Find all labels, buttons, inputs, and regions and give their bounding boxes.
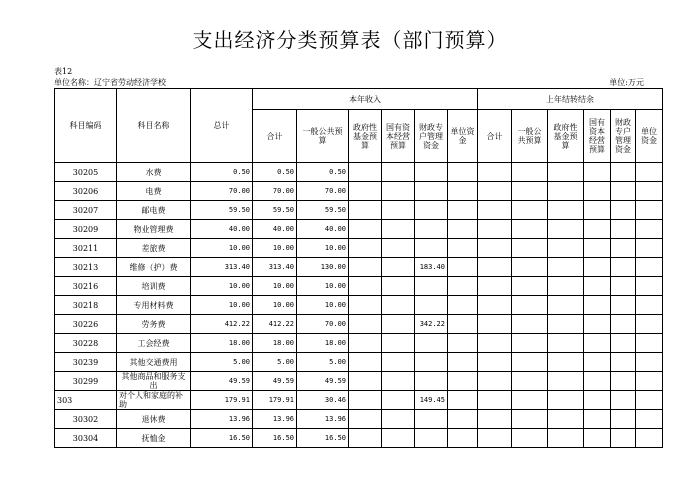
row-co-soe	[584, 296, 611, 315]
row-co-fiscal-special	[611, 201, 636, 220]
row-co-subtotal	[478, 258, 512, 277]
row-cy-fiscal-special	[415, 372, 448, 391]
row-code: 30209	[55, 220, 117, 239]
row-cy-gov-fund	[349, 353, 382, 372]
table-row	[55, 258, 663, 277]
row-co-general	[512, 296, 548, 315]
row-cy-unit-funds	[448, 334, 478, 353]
row-cy-general: 10.00	[297, 277, 349, 296]
row-cy-soe	[382, 258, 415, 277]
row-co-general	[512, 372, 548, 391]
row-code: 30206	[55, 182, 117, 201]
table-row	[55, 239, 663, 258]
row-total: 10.00	[191, 277, 253, 296]
row-co-general	[512, 429, 548, 448]
row-co-subtotal	[478, 182, 512, 201]
row-cy-fiscal-special	[415, 334, 448, 353]
row-cy-soe	[382, 277, 415, 296]
row-co-general	[512, 410, 548, 429]
row-cy-subtotal: 10.00	[253, 296, 297, 315]
row-code: 30211	[55, 239, 117, 258]
table-row	[55, 410, 663, 429]
row-cy-gov-fund	[349, 163, 382, 182]
row-cy-unit-funds	[448, 372, 478, 391]
row-co-soe	[584, 163, 611, 182]
row-cy-gov-fund	[349, 182, 382, 201]
row-co-fiscal-special	[611, 334, 636, 353]
unit-name: 单位名称：辽宁省劳动经济学校	[54, 78, 166, 87]
row-co-unit-funds	[636, 182, 663, 201]
row-code: 30304	[55, 429, 117, 448]
row-cy-subtotal: 5.00	[253, 353, 297, 372]
row-cy-general: 5.00	[297, 353, 349, 372]
row-co-general	[512, 201, 548, 220]
row-co-general	[512, 258, 548, 277]
row-co-subtotal	[478, 372, 512, 391]
row-cy-subtotal: 49.59	[253, 372, 297, 391]
header-carryover: 上年结转结余	[478, 89, 663, 110]
row-co-subtotal	[478, 239, 512, 258]
row-name: 劳务费	[117, 315, 191, 334]
row-cy-general: 16.50	[297, 429, 349, 448]
row-name: 电费	[117, 182, 191, 201]
row-total: 5.00	[191, 353, 253, 372]
row-co-fiscal-special	[611, 315, 636, 334]
row-name: 工会经费	[117, 334, 191, 353]
row-total: 70.00	[191, 182, 253, 201]
row-co-fiscal-special	[611, 429, 636, 448]
row-code: 30302	[55, 410, 117, 429]
header-cy-unit-funds: 单位资金	[448, 110, 478, 163]
row-co-unit-funds	[636, 220, 663, 239]
row-cy-subtotal: 0.50	[253, 163, 297, 182]
row-co-fiscal-special	[611, 353, 636, 372]
row-cy-gov-fund	[349, 372, 382, 391]
row-total: 313.40	[191, 258, 253, 277]
row-code: 303	[55, 391, 117, 410]
row-cy-general: 49.59	[297, 372, 349, 391]
row-co-unit-funds	[636, 372, 663, 391]
row-cy-general: 0.50	[297, 163, 349, 182]
row-cy-subtotal: 10.00	[253, 277, 297, 296]
row-cy-gov-fund	[349, 410, 382, 429]
row-co-soe	[584, 220, 611, 239]
row-co-gov-fund	[548, 334, 584, 353]
row-co-soe	[584, 201, 611, 220]
header-cy-soe: 国有资本经营预算	[382, 110, 415, 163]
row-cy-subtotal: 13.96	[253, 410, 297, 429]
row-co-soe	[584, 258, 611, 277]
row-co-general	[512, 391, 548, 410]
table-row	[55, 163, 663, 182]
header-name: 科目名称	[117, 89, 191, 163]
row-co-fiscal-special	[611, 372, 636, 391]
row-co-fiscal-special	[611, 163, 636, 182]
row-cy-fiscal-special	[415, 353, 448, 372]
row-cy-general: 30.46	[297, 391, 349, 410]
row-cy-soe	[382, 220, 415, 239]
row-co-subtotal	[478, 391, 512, 410]
row-name: 物业管理费	[117, 220, 191, 239]
row-co-subtotal	[478, 163, 512, 182]
row-co-subtotal	[478, 429, 512, 448]
row-cy-soe	[382, 296, 415, 315]
row-co-fiscal-special	[611, 410, 636, 429]
unit-label: 单位:万元	[609, 78, 644, 87]
row-total: 10.00	[191, 239, 253, 258]
row-cy-soe	[382, 315, 415, 334]
row-cy-general: 10.00	[297, 239, 349, 258]
row-co-subtotal	[478, 201, 512, 220]
row-cy-soe	[382, 201, 415, 220]
table-row	[55, 220, 663, 239]
row-co-fiscal-special	[611, 182, 636, 201]
row-co-unit-funds	[636, 410, 663, 429]
row-co-general	[512, 163, 548, 182]
row-cy-subtotal: 412.22	[253, 315, 297, 334]
row-co-soe	[584, 182, 611, 201]
row-name: 退休费	[117, 410, 191, 429]
row-code: 30239	[55, 353, 117, 372]
row-cy-general: 59.50	[297, 201, 349, 220]
row-co-subtotal	[478, 410, 512, 429]
row-co-soe	[584, 410, 611, 429]
row-cy-gov-fund	[349, 391, 382, 410]
row-co-gov-fund	[548, 163, 584, 182]
row-co-general	[512, 353, 548, 372]
row-co-fiscal-special	[611, 239, 636, 258]
row-co-subtotal	[478, 277, 512, 296]
row-co-soe	[584, 277, 611, 296]
row-name: 维修（护）费	[117, 258, 191, 277]
row-co-unit-funds	[636, 296, 663, 315]
row-co-gov-fund	[548, 220, 584, 239]
row-total: 13.96	[191, 410, 253, 429]
row-code: 30207	[55, 201, 117, 220]
table-row	[55, 372, 663, 391]
row-total: 10.00	[191, 296, 253, 315]
header-current-year: 本年收入	[253, 89, 478, 110]
budget-table	[54, 88, 663, 448]
row-cy-soe	[382, 239, 415, 258]
row-co-gov-fund	[548, 277, 584, 296]
row-co-soe	[584, 334, 611, 353]
row-cy-gov-fund	[349, 258, 382, 277]
table-row	[55, 315, 663, 334]
header-cy-general: 一般公共预算	[297, 110, 349, 163]
row-cy-fiscal-special	[415, 220, 448, 239]
header-co-gov-fund: 政府性基金预算	[548, 110, 584, 163]
row-cy-unit-funds	[448, 220, 478, 239]
row-co-unit-funds	[636, 334, 663, 353]
row-co-gov-fund	[548, 296, 584, 315]
row-co-general	[512, 220, 548, 239]
row-cy-fiscal-special: 342.22	[415, 315, 448, 334]
row-cy-gov-fund	[349, 334, 382, 353]
table-row	[55, 277, 663, 296]
row-co-soe	[584, 372, 611, 391]
table-row	[55, 296, 663, 315]
row-cy-soe	[382, 372, 415, 391]
row-cy-fiscal-special	[415, 277, 448, 296]
row-code: 30205	[55, 163, 117, 182]
row-cy-subtotal: 10.00	[253, 239, 297, 258]
row-cy-soe	[382, 429, 415, 448]
header-row-1	[55, 89, 663, 110]
row-cy-unit-funds	[448, 391, 478, 410]
header-cy-subtotal: 合计	[253, 110, 297, 163]
row-cy-soe	[382, 391, 415, 410]
row-cy-general: 10.00	[297, 296, 349, 315]
row-cy-soe	[382, 182, 415, 201]
row-cy-general: 40.00	[297, 220, 349, 239]
row-name: 专用材料费	[117, 296, 191, 315]
header-total: 总计	[191, 89, 253, 163]
row-cy-soe	[382, 163, 415, 182]
row-name: 其他交通费用	[117, 353, 191, 372]
table-row	[55, 353, 663, 372]
row-co-unit-funds	[636, 258, 663, 277]
table-row	[55, 182, 663, 201]
header-co-fiscal-special: 财政专户管理资金	[611, 110, 636, 163]
row-co-fiscal-special	[611, 258, 636, 277]
row-co-unit-funds	[636, 391, 663, 410]
row-cy-fiscal-special: 149.45	[415, 391, 448, 410]
row-co-unit-funds	[636, 239, 663, 258]
header-co-general: 一般公共预算	[512, 110, 548, 163]
header-co-unit-funds: 单位资金	[636, 110, 663, 163]
row-co-general	[512, 315, 548, 334]
row-co-soe	[584, 353, 611, 372]
row-co-gov-fund	[548, 315, 584, 334]
row-cy-fiscal-special	[415, 239, 448, 258]
row-name: 水费	[117, 163, 191, 182]
row-cy-gov-fund	[349, 201, 382, 220]
row-cy-unit-funds	[448, 429, 478, 448]
row-cy-subtotal: 179.91	[253, 391, 297, 410]
row-co-soe	[584, 315, 611, 334]
row-code: 30218	[55, 296, 117, 315]
row-cy-general: 13.96	[297, 410, 349, 429]
row-code: 30216	[55, 277, 117, 296]
row-cy-subtotal: 40.00	[253, 220, 297, 239]
row-cy-unit-funds	[448, 163, 478, 182]
row-co-gov-fund	[548, 391, 584, 410]
row-code: 30228	[55, 334, 117, 353]
row-co-soe	[584, 391, 611, 410]
row-co-soe	[584, 239, 611, 258]
row-cy-fiscal-special: 183.40	[415, 258, 448, 277]
row-co-gov-fund	[548, 353, 584, 372]
row-cy-unit-funds	[448, 239, 478, 258]
row-co-subtotal	[478, 220, 512, 239]
table-number: 表12	[54, 67, 73, 76]
row-cy-fiscal-special	[415, 410, 448, 429]
row-cy-general: 130.00	[297, 258, 349, 277]
row-cy-subtotal: 16.50	[253, 429, 297, 448]
row-cy-soe	[382, 353, 415, 372]
row-co-unit-funds	[636, 277, 663, 296]
row-cy-gov-fund	[349, 315, 382, 334]
row-cy-unit-funds	[448, 277, 478, 296]
header-code: 科目编码	[55, 89, 117, 163]
table-row	[55, 334, 663, 353]
row-cy-fiscal-special	[415, 429, 448, 448]
row-co-fiscal-special	[611, 277, 636, 296]
row-cy-gov-fund	[349, 220, 382, 239]
row-co-subtotal	[478, 353, 512, 372]
row-name: 差旅费	[117, 239, 191, 258]
row-name: 抚恤金	[117, 429, 191, 448]
row-total: 0.50	[191, 163, 253, 182]
row-cy-unit-funds	[448, 296, 478, 315]
row-cy-gov-fund	[349, 239, 382, 258]
row-co-fiscal-special	[611, 391, 636, 410]
row-co-general	[512, 239, 548, 258]
row-co-unit-funds	[636, 201, 663, 220]
row-cy-fiscal-special	[415, 182, 448, 201]
row-total: 40.00	[191, 220, 253, 239]
row-name: 对个人和家庭的补助	[117, 391, 191, 410]
row-total: 59.50	[191, 201, 253, 220]
row-co-unit-funds	[636, 315, 663, 334]
row-total: 16.50	[191, 429, 253, 448]
row-cy-fiscal-special	[415, 296, 448, 315]
row-co-fiscal-special	[611, 296, 636, 315]
row-co-unit-funds	[636, 353, 663, 372]
row-co-general	[512, 277, 548, 296]
row-co-gov-fund	[548, 258, 584, 277]
row-cy-unit-funds	[448, 410, 478, 429]
row-cy-general: 70.00	[297, 182, 349, 201]
row-co-general	[512, 182, 548, 201]
row-cy-unit-funds	[448, 353, 478, 372]
row-cy-subtotal: 59.50	[253, 201, 297, 220]
row-cy-unit-funds	[448, 315, 478, 334]
row-cy-general: 18.00	[297, 334, 349, 353]
row-co-subtotal	[478, 315, 512, 334]
row-total: 412.22	[191, 315, 253, 334]
row-co-gov-fund	[548, 201, 584, 220]
row-name: 其他商品和服务支出	[117, 372, 191, 391]
row-cy-gov-fund	[349, 429, 382, 448]
row-cy-unit-funds	[448, 201, 478, 220]
row-co-unit-funds	[636, 429, 663, 448]
row-co-gov-fund	[548, 239, 584, 258]
row-cy-unit-funds	[448, 258, 478, 277]
row-cy-soe	[382, 410, 415, 429]
table-row	[55, 201, 663, 220]
header-co-subtotal: 合计	[478, 110, 512, 163]
row-total: 49.59	[191, 372, 253, 391]
header-cy-gov-fund: 政府性基金预算	[349, 110, 382, 163]
row-co-gov-fund	[548, 410, 584, 429]
page-title: 支出经济分类预算表（部门预算）	[192, 28, 508, 52]
row-co-subtotal	[478, 334, 512, 353]
row-co-unit-funds	[636, 163, 663, 182]
row-co-subtotal	[478, 296, 512, 315]
row-co-fiscal-special	[611, 220, 636, 239]
header-cy-fiscal-special: 财政专户管理资金	[415, 110, 448, 163]
row-cy-fiscal-special	[415, 163, 448, 182]
row-code: 30213	[55, 258, 117, 277]
row-co-general	[512, 334, 548, 353]
row-cy-subtotal: 313.40	[253, 258, 297, 277]
header-co-soe: 国有资本经营预算	[584, 110, 611, 163]
row-name: 邮电费	[117, 201, 191, 220]
row-code: 30299	[55, 372, 117, 391]
row-cy-gov-fund	[349, 296, 382, 315]
row-co-gov-fund	[548, 372, 584, 391]
row-cy-unit-funds	[448, 182, 478, 201]
row-code: 30226	[55, 315, 117, 334]
row-co-gov-fund	[548, 182, 584, 201]
row-name: 培训费	[117, 277, 191, 296]
row-total: 179.91	[191, 391, 253, 410]
row-total: 18.00	[191, 334, 253, 353]
row-cy-subtotal: 18.00	[253, 334, 297, 353]
row-cy-subtotal: 70.00	[253, 182, 297, 201]
row-co-gov-fund	[548, 429, 584, 448]
table-row	[55, 429, 663, 448]
row-co-soe	[584, 429, 611, 448]
row-cy-fiscal-special	[415, 201, 448, 220]
row-cy-soe	[382, 334, 415, 353]
row-cy-general: 70.00	[297, 315, 349, 334]
table-row	[55, 391, 663, 410]
row-cy-gov-fund	[349, 277, 382, 296]
